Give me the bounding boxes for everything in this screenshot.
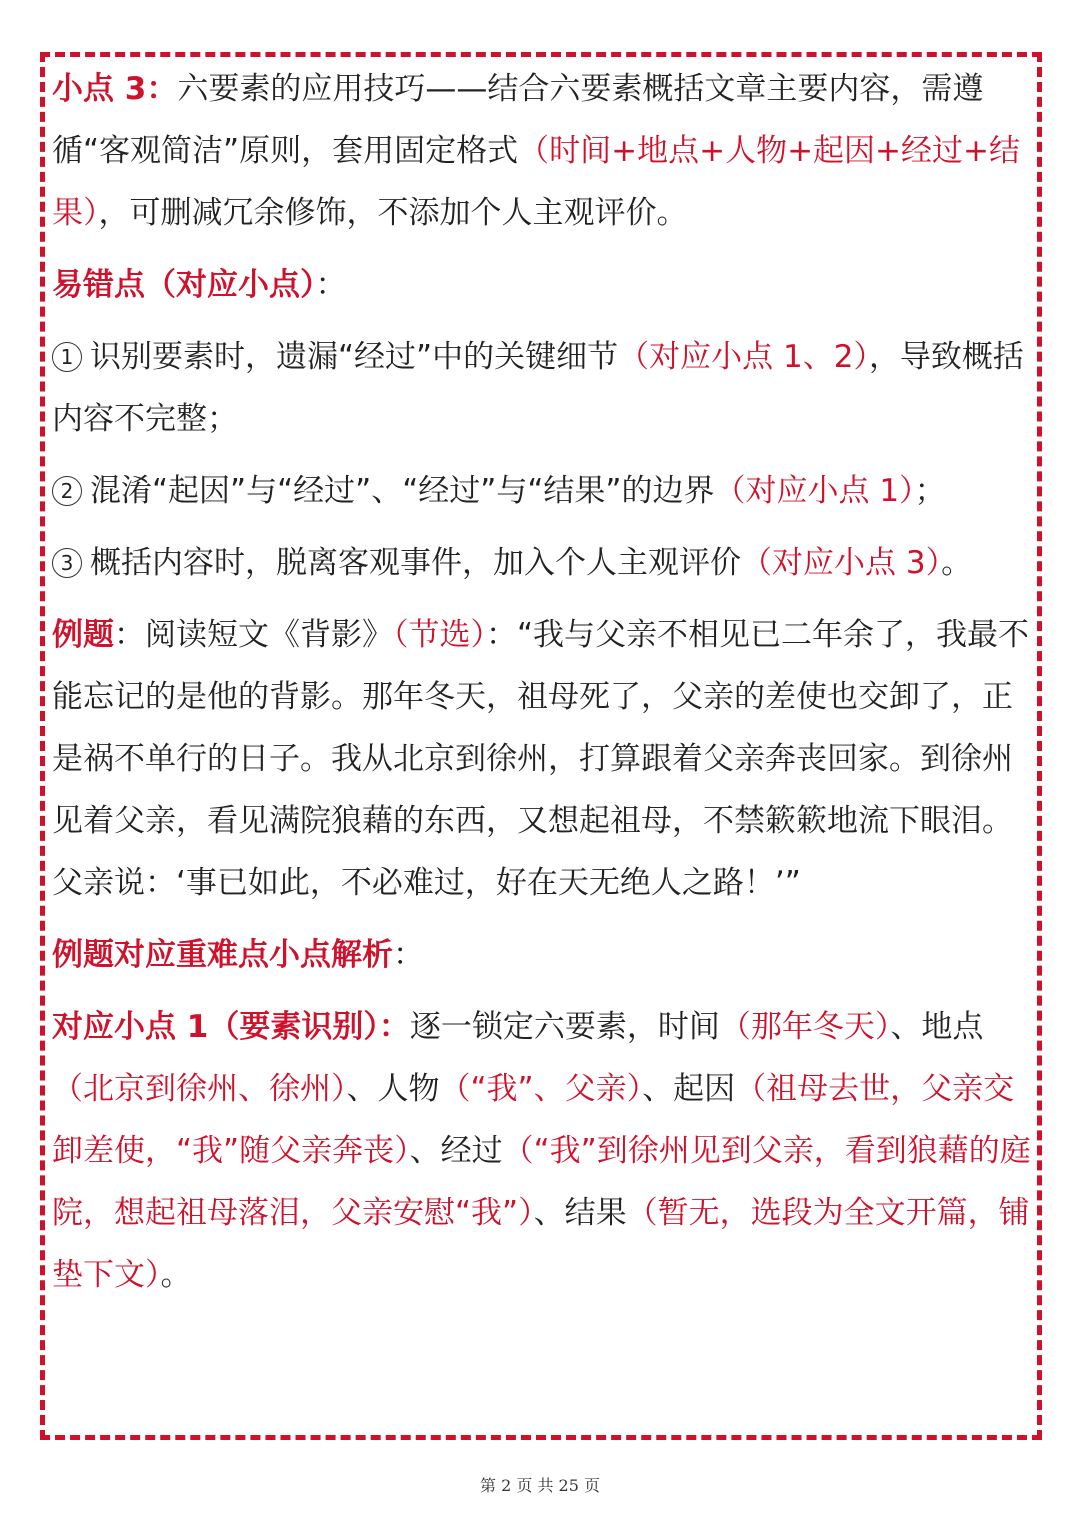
analysis-result: （暂无，选段为全文开篇，铺垫下文） bbox=[52, 1195, 1030, 1293]
analysis-cause-label: 、起因 bbox=[642, 1071, 736, 1107]
example-excerpt-tag: （节选） bbox=[393, 617, 486, 653]
mistake-ref-2: （对应小点 1） bbox=[714, 473, 915, 509]
mistakes-heading-colon: ： bbox=[315, 267, 347, 303]
analysis-process: （“我”到徐州见到父亲，看到狼藉的庭院，想起祖母落泪，父亲安慰“我”） bbox=[52, 1133, 1031, 1231]
analysis-paragraph bbox=[52, 996, 1032, 1306]
mistake-ref-1: （对应小点 1、2） bbox=[618, 339, 869, 375]
point3-text-end: ，可删减冗余修饰，不添加个人主观评价。 bbox=[98, 195, 688, 231]
analysis-lead: 逐一锁定六要素，时间 bbox=[409, 1009, 720, 1045]
mistake-item-3 bbox=[52, 532, 1032, 594]
analysis-heading-colon: ： bbox=[393, 937, 424, 973]
analysis-place-label: 、地点 bbox=[890, 1009, 984, 1045]
page-number-footer: 第 2 页 共 25 页 bbox=[480, 1476, 600, 1495]
analysis-heading bbox=[52, 924, 1032, 986]
analysis-place: （北京到徐州、徐州） bbox=[52, 1071, 347, 1107]
analysis-people-label: 、人物 bbox=[346, 1071, 440, 1107]
mistake-tail-1: ，导致概括内容不完整； bbox=[52, 339, 1024, 437]
document-body bbox=[52, 58, 1032, 1306]
mistake-text-2: 混淆“起因”与“经过”、“经过”与“结果”的边界 bbox=[90, 473, 715, 509]
mistakes-heading bbox=[52, 254, 1032, 316]
mistake-tail-3: 。 bbox=[941, 545, 973, 581]
mistakes-heading-text: 易错点（对应小点） bbox=[52, 267, 316, 303]
example-intro: ：阅读短文《背影》 bbox=[114, 617, 393, 653]
mistake-text-1: 识别要素时，遗漏“经过”中的关键细节 bbox=[90, 339, 619, 375]
analysis-result-label: 、结果 bbox=[533, 1195, 627, 1231]
analysis-time: （那年冬天） bbox=[719, 1009, 891, 1045]
analysis-heading-text: 例题对应重难点小点解析 bbox=[52, 937, 393, 973]
analysis-label: 对应小点 1（要素识别）： bbox=[52, 1009, 410, 1045]
example-label: 例题 bbox=[52, 617, 114, 653]
circled-number-1: 1 bbox=[52, 342, 82, 372]
circled-number-3: 3 bbox=[52, 548, 82, 578]
point3-text: 六要素的应用技巧——结合六要素概括文章主要内容，需遵循“客观简洁”原则，套用固定格式 bbox=[52, 71, 984, 169]
analysis-process-label: 、经过 bbox=[409, 1133, 503, 1169]
point3-paragraph bbox=[52, 58, 1032, 244]
point3-format: （时间+地点+人物+起因+经过+结果） bbox=[52, 133, 1020, 231]
mistake-item-1 bbox=[52, 326, 1032, 450]
point3-label: 小点 3： bbox=[52, 71, 178, 107]
mistake-item-2 bbox=[52, 460, 1032, 522]
analysis-people: （“我”、父亲） bbox=[439, 1071, 643, 1107]
circled-number-2: 2 bbox=[52, 476, 82, 506]
example-paragraph bbox=[52, 604, 1032, 914]
mistake-tail-2: ； bbox=[914, 473, 946, 509]
example-passage: ：“我与父亲不相见已二年余了，我最不能忘记的是他的背影。那年冬天，祖母死了，父亲的差使也交卸了，正是祸不单行的日子。我从北京到徐州，打算跟着父亲奔丧回家。到徐州见着父亲，看见满院狼藉的东西，又想起祖母，不禁簌簌地流下眼泪。父亲说：‘事已如此，不必难过，好在天无绝人之路！’” bbox=[52, 617, 1030, 901]
mistake-text-3: 概括内容时，脱离客观事件，加入个人主观评价 bbox=[90, 545, 741, 581]
mistake-ref-3: （对应小点 3） bbox=[741, 545, 942, 581]
analysis-end: 。 bbox=[160, 1257, 192, 1293]
analysis-cause: （祖母去世，父亲交卸差使，“我”随父亲奔丧） bbox=[52, 1071, 1015, 1169]
